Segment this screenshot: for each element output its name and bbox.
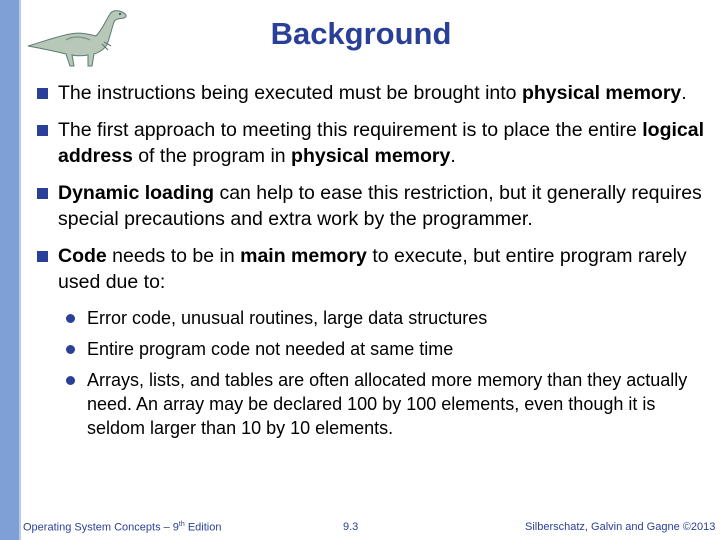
bullet-item: Code needs to be in main memory to execute, but entire program rarely used due to: [34,243,710,295]
square-bullet-icon [37,251,48,262]
slide-sidebar [0,0,19,540]
slide-sidebar-edge [19,0,21,540]
round-bullet-icon [66,376,75,385]
footer-book-title: Operating System Concepts – 9th Edition [23,521,222,534]
sub-bullet-item: Entire program code not needed at same time [65,337,710,361]
sub-bullet-item: Arrays, lists, and tables are often allocated more memory than they actually need. An array may be declared 100 by 100 elements, even though it is seldom larger than 10 by 10 elements. [65,368,710,440]
bullet-item: Dynamic loading can help to ease this restriction, but it generally requires special precautions and extra work by the programmer. [34,180,710,232]
square-bullet-icon [37,188,48,199]
round-bullet-icon [66,345,75,354]
square-bullet-icon [37,88,48,99]
slide-content [34,80,710,447]
footer-copyright: Silberschatz, Galvin and Gagne ©2013 [525,521,716,533]
slide-title: Background [270,16,452,51]
square-bullet-icon [37,125,48,136]
footer-page-number: 9.3 [343,521,359,533]
round-bullet-icon [66,314,75,323]
bullet-item: The first approach to meeting this requirement is to place the entire logical address of the program in physical memory. [34,117,710,169]
sub-bullet-item: Error code, unusual routines, large data structures [65,306,710,330]
bullet-item: The instructions being executed must be brought into physical memory. [34,80,710,106]
